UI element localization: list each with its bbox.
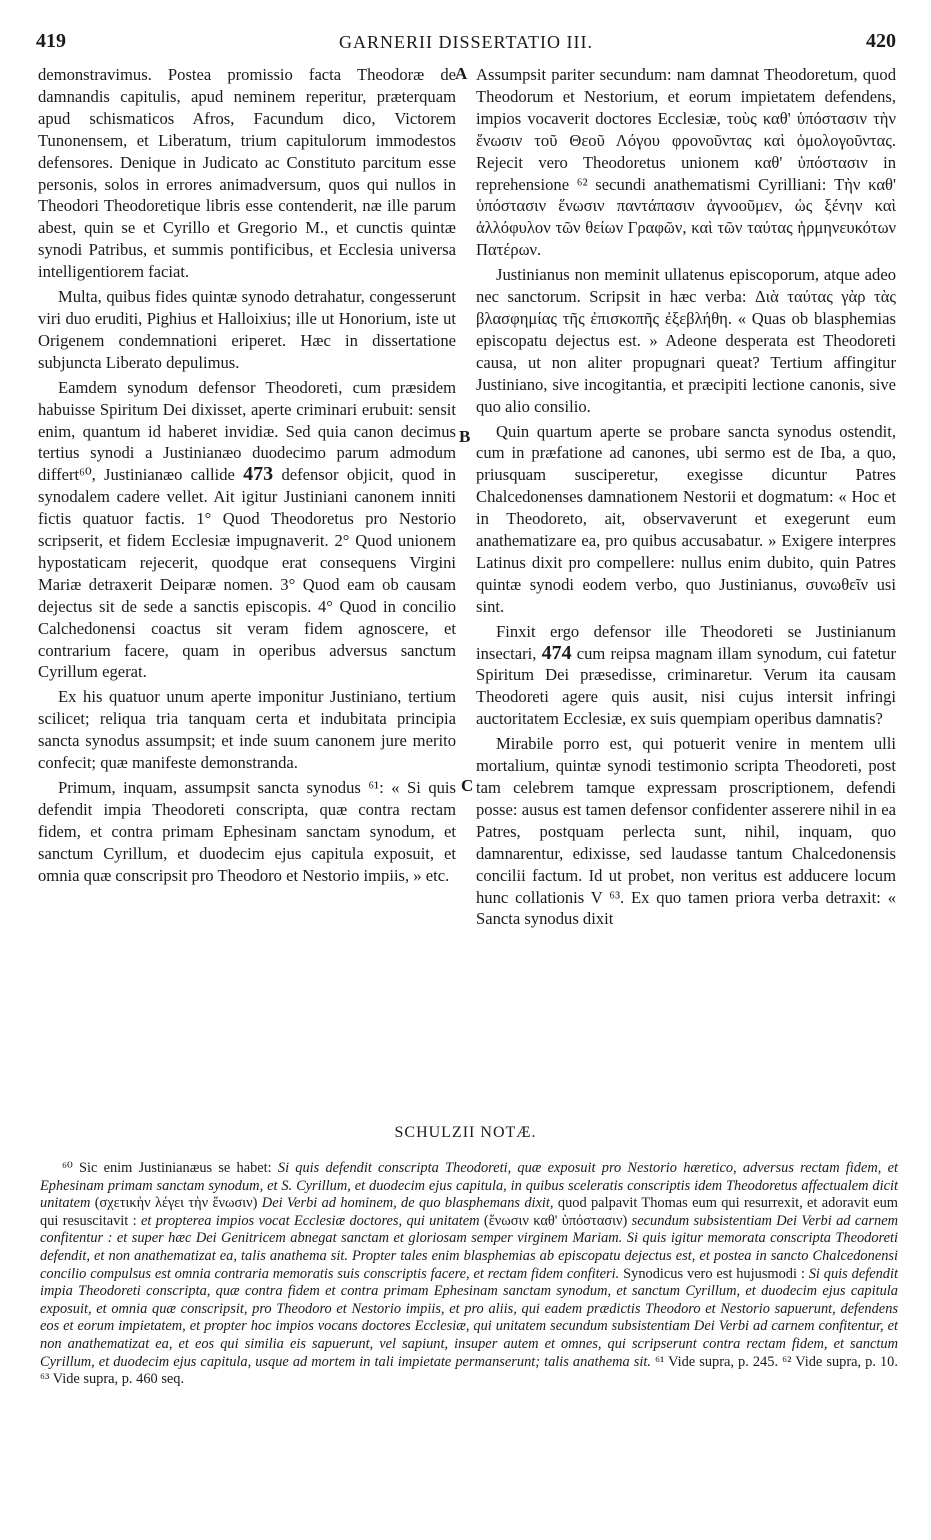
footnote-quote: secundum subsistentiam Dei Verbi ad carnem confitentur : et super hæc Dei Genitricem abnegat sanctam et gloriosam semper virginem Mariam. Si quis igitur memorata conscripta Theodoreti defendit, et non anathematizat ea, talis anathema sit. Propter tales enim blasphemias ab episcopatu dejectus est, et postea in sancto Chalcedonensi concilio compulsus est omnia contraria memoratis suis conscriptis facere, et rectam fidem confiteri. <box>40 1212 898 1282</box>
paragraph: Multa, quibus fides quintæ synodo detrahatur, congesserunt viri duo eruditi, Pighius et Halloixius; ille ut Honorium, iste ut Origenem condemnationi eriperet. Hæc in dissertatione subjuncta Liberato depulimus. <box>38 287 456 372</box>
paragraph: demonstravimus. Postea promissio facta Theodoræ de damnandis capitulis, apud neminem reperitur, præterquam apud schismaticos Afros, Facundum dico, Victorem Tunonensem, et Liberatum, trium capitulorum immodestos defensores. Denique in Judicato ac Constituto parcitum esse personis, solos in errores animadversum, quos qui nullos in Theodori Theodoretique libris esse contenderit, næ ille parum abest, quin se et Cyrillo et Gregorio M., et cunctis quintæ synodi Patribus, et summis pontificibus, et Ecclesia universa intelligentiorem faciat. <box>38 65 456 282</box>
page-number-left: 419 <box>36 30 66 52</box>
footnote-quote: et propterea impios vocat Ecclesiæ doctores, qui unitatem <box>140 1212 480 1229</box>
footnote-greek: (ἕνωσιν καθ' ὑπόστασιν) <box>483 1212 628 1229</box>
footnote-60 <box>40 1160 898 1389</box>
margin-marker-c: C <box>461 776 474 795</box>
paragraph <box>476 621 896 731</box>
paragraph: Quin quartum aperte se probare sancta synodus ostendit, cum in præfatione ad canones, ubi sermo est de Iba, a quo, priusquam susciperetur, exegisse dicuntur Patres Chalcedonenses damnationem Nestorii et dogmatum: « Hoc et in Theodoreto, ait, observaverunt et exegerunt eum anathematizare ea, pro quibus accusabatur. » Exigere interpres Latinus dixit pro compellere: nullus enim dubito, quin Patres quintæ synodi eodem verbo, quo Justinianus, συνωθεῖν usi sint. <box>476 421 896 616</box>
paragraph-text: cum reipsa magnam illam synodum, cui fatetur Spiritum Dei præsedisse, criminaretur. Verum ita causam Theodoreti agere quis ausit, nisi cujus intersit infringi auctoritatem Ecclesiæ, ex suis quempiam operibus damnatis? <box>476 643 896 729</box>
paragraph-text: defensor objicit, quod in synodalem cadere vellet. Ait igitur Justiniani canonem inniti fictis quatuor factis. 1° Quod Theodoretus pro Nestorio scripserit, et fidem Ecclesiæ impugnaverit. 2° Quod unionem hypostaticam rejecerit, quodque erat consequens Virgini Mariæ detraxerit Deiparæ nomen. 3° Quod eam ob causam dejectus sit de sede a sanctis episcopis. 4° Quod in concilio Calchedonensi coactus sit veram fidem agnoscere, et contrarium facere, quam in operibus adversus sanctum Cyrillum egerat. <box>38 465 457 682</box>
paragraph: Mirabile porro est, qui potuerit venire in mentem ulli mortalium, quintæ synodi testimonio scripta Theodoreti, post tam celebrem tamque expressam proscriptionem, defendi posse: ausus est tamen defensor confidenter asserere nihil in ea Patres, postquam perlecta sunt, nihil, inquam, quo damnarentur, edixisse, sed laudasse tantum Chalcedonensis concilii factum. Id ut probet, non veritus est adducere locum hunc collationis V ⁶³. Ex quo tamen priora verba detraxit: « Sancta synodus dixit <box>476 734 896 929</box>
footnote-quote: Dei Verbi ad hominem, de quo blasphemans dixit, <box>261 1195 554 1212</box>
footnote-63: ⁶³ Vide supra, p. 460 seq. <box>40 1371 185 1388</box>
page-marker-473: 473 <box>243 463 274 486</box>
running-title: GARNERII DISSERTATIO III. <box>339 32 593 52</box>
footnote-quote: Si quis defendit impia Theodoreti conscripta, quæ contra fidem et contra primam Ephesinam sanctam synodum, et sanctum Cyrillum, et duodecim ejus capitula exposuit, et omnia quæ conscripsit, pro Theodoro et Nestorio impiis, et pro aliis, qui eadem prædictis Theodoro et Nestorio sapuerunt, defendens eos et eorum impietatem, et propter hoc impios vocans doctores Ecclesiæ, qui unitatem secundum subsistentiam Dei Verbi ad carnem confitentur, et non anathematizat ea, et eos qui similia eis sapuerunt, vel sapiunt, insuper autem et omnes, qui scripserunt contra rectam fidem, et sanctum Cyrillum, et duodecim ejus capitula, usque ad mortem in tali impietate permanserunt; talis anathema sit. <box>40 1265 898 1370</box>
footnote-62: ⁶² Vide supra, p. 10. <box>782 1353 898 1370</box>
page-marker-474: 474 <box>541 641 572 664</box>
footnotes <box>40 1160 898 1389</box>
paragraph <box>38 377 456 684</box>
footnote-text: Sic enim Justinianæus se habet: <box>79 1160 272 1176</box>
paragraph: Assumpsit pariter secundum: nam damnat Theodoretum, quod Theodorum et Nestorium, et eorum impietatem defendens, impios vocaverit doctores Ecclesiæ, τοὺς καθ' ὑπόστασιν τὴν ἕνωσιν τοῦ Θεοῦ Λόγου φρονοῦντας καὶ ὁμολογοῦντας. Rejecit vero Theodoretus unionem καθ' ὑπόστασιν in reprehensione ⁶² secundi anathematismi Cyrilliani: Τὴν καθ' ὑπόστασιν ἕνωσιν παντάπασιν ἀγνοοῦμεν, ὡς ξένην καὶ ἀλλόφυλον τῶν θείων Γραφῶν, καὶ τῶν ταύτας ἡρμηνευκότων Πατέρων. <box>476 65 896 260</box>
footnote-quote: Si quis defendit conscripta Theodoreti, quæ exposuit pro Nestorio hæretico, adversus rectam fidem, et Ephesinam primam sanctam synodum, et S. Cyrillum, et duodecim ejus capitula, in quibus sceleratis conscriptis idem Theodoretus affectualem dicit unitatem <box>40 1160 898 1212</box>
paragraph-text: Eamdem synodum defensor Theodoreti, cum præsidem habuisse Spiritum Dei dixisset, aperte criminari erubuit: sensit enim, quantum id haberet invidiæ. Sed quia canon decimus tertius synodi a Justinianæo duodecimo parum admodum differt⁶⁰, Justinianæo callide <box>38 377 456 485</box>
footnote-greek: (σχετικὴν λέγει τὴν ἕνωσιν) <box>94 1195 258 1212</box>
paragraph: Justinianus non meminit ullatenus episcoporum, atque adeo nec sanctorum. Scripsit in hæc verba: Διὰ ταύτας γὰρ τὰς βλασφημίας τῆς ἐπισκοπῆς ἐξεβλήθη. « Quas ob blasphemias episcopatu dejectus est. » Adeone desperata est Theodoreti causa, ut non aliter propugnari queat? Tertium affingitur Justiniano, sive incogitantia, et præcipiti lectione canonis, sive quo alio consilio. <box>476 265 896 416</box>
page-header <box>36 30 896 58</box>
paragraph: Ex his quatuor unum aperte imponitur Justiniano, tertium scilicet; reliqua tria tanquam certa et indubitata principia sancta synodus assumpsit; et inde suum canonem jure merito confecit; quæ manifeste demonstranda. <box>38 687 456 773</box>
right-column <box>476 64 896 930</box>
footnote-61: ⁶¹ Vide supra, p. 245. <box>654 1353 779 1370</box>
paragraph-text: Finxit ergo defensor ille Theodoreti se Justinianum insectari, <box>476 621 896 663</box>
paragraph: Primum, inquam, assumpsit sancta synodus ⁶¹: « Si quis defendit impia Theodoreti conscripta, quæ contra rectam fidem, et contra primam Ephesinam sanctam synodum, et sanctum Cyrillum, et duodecim ejus capitula exposuit, et omnia quæ conscripsit pro Theodoro et Nestorio impiis, » etc. <box>38 778 456 885</box>
margin-marker-b: B <box>459 427 471 446</box>
left-column <box>38 64 456 887</box>
page-number-right: 420 <box>866 30 896 52</box>
footnote-text: Synodicus vero est hujusmodi : <box>623 1265 805 1282</box>
footnote-number: ⁶⁰ <box>62 1160 73 1176</box>
footnote-text: quod palpavit Thomas eum qui resurrexit, et adoravit eum qui resuscitavit : <box>40 1195 898 1229</box>
margin-marker-a: A <box>455 64 468 83</box>
notes-title: SCHULZII NOTÆ. <box>394 1124 537 1141</box>
